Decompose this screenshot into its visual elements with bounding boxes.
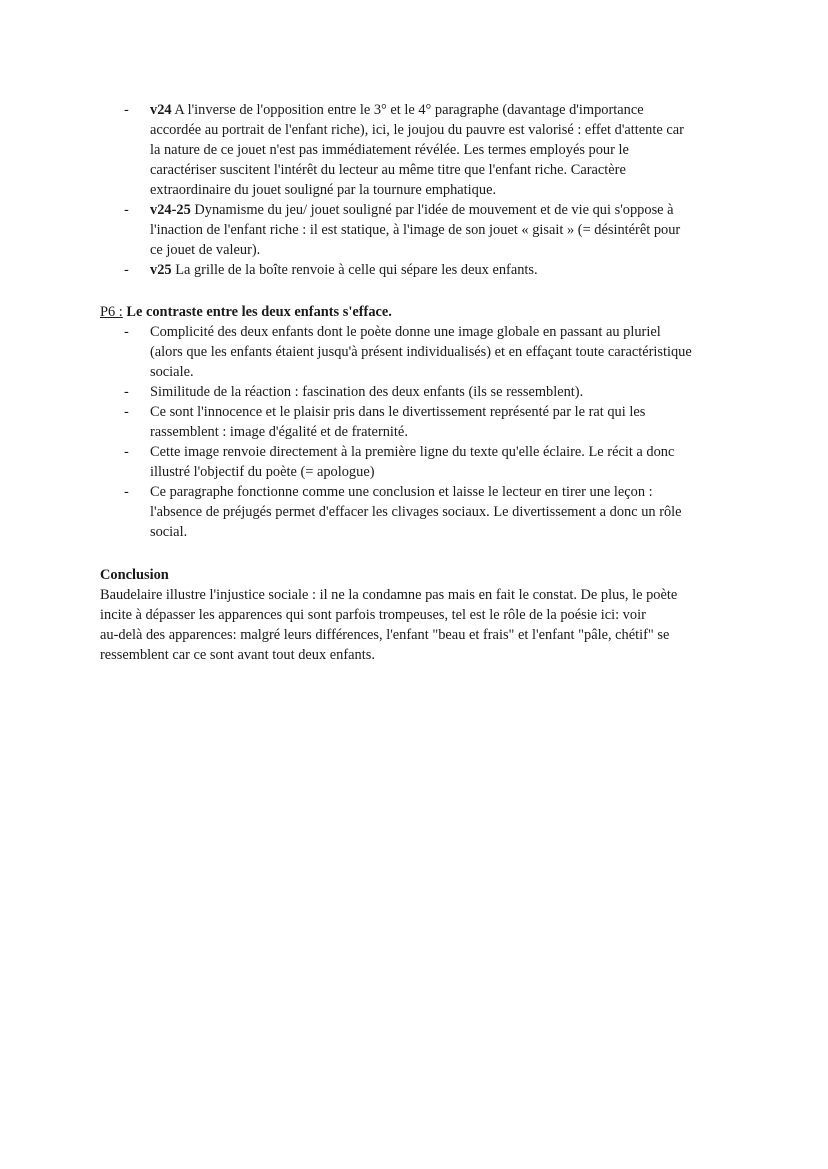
bullet-dash: - [124,384,129,400]
text-line: rassemblent : image d'égalité et de fraternité. [150,424,408,440]
text-line: accordée au portrait de l'enfant riche), ici, le joujou du pauvre est valorisé : effet d'attente car [150,122,684,138]
text-line: A l'inverse de l'opposition entre le 3° et le 4° paragraphe (davantage d'importance [171,102,644,118]
text-line: incite à dépasser les apparences qui sont parfois trompeuses, tel est le rôle de la poésie ici: voir [100,607,646,623]
list-item [0,322,730,382]
verse-tag: v25 [150,262,172,278]
list-item [0,260,730,280]
bullet-dash: - [124,102,129,118]
list-item [0,200,730,260]
text-line: l'absence de préjugés permet d'effacer les clivages sociaux. Le divertissement a donc un rôle [150,504,682,520]
text-line: l'inaction de l'enfant riche : il est statique, à l'image de son jouet « gisait » (= désintérêt pour [150,222,681,238]
list-item [0,402,730,442]
section-title: Le contraste entre les deux enfants s'efface. [122,304,392,320]
conclusion-title: Conclusion [100,567,169,583]
text-line: ressemblent car ce sont avant tout deux enfants. [100,647,375,663]
text-line: Complicité des deux enfants dont le poète donne une image globale en passant au pluriel [150,324,661,340]
verse-tag: v24 [150,102,172,118]
text-line: sociale. [150,364,194,380]
text-line: au-delà des apparences: malgré leurs différences, l'enfant "beau et frais" et l'enfant "pâle, chétif" se [100,627,670,643]
bullet-dash: - [124,404,129,420]
bullet-dash: - [124,324,129,340]
verse-tag: v24-25 [150,202,191,218]
p6-analysis-list [0,322,730,542]
text-line: social. [150,524,188,540]
text-line: Cette image renvoie directement à la première ligne du texte qu'elle éclaire. Le récit a donc [150,444,675,460]
bullet-dash: - [124,202,129,218]
text-line: Ce paragraphe fonctionne comme une conclusion et laisse le lecteur en tirer une leçon : [150,484,653,500]
paragraph-label: P6 : [100,304,123,320]
text-line: ce jouet de valeur). [150,242,261,258]
text-line: extraordinaire du jouet souligné par la tournure emphatique. [150,182,497,198]
text-line: Baudelaire illustre l'injustice sociale : il ne la condamne pas mais en fait le constat. De plus, le poète [100,587,678,603]
bullet-dash: - [124,484,129,500]
list-item [0,482,730,542]
conclusion-paragraph [100,585,730,665]
text-line: Dynamisme du jeu/ jouet souligné par l'idée de mouvement et de vie qui s'oppose à [190,202,674,218]
text-line: caractériser suscitent l'intérêt du lecteur au même titre que l'enfant riche. Caractère [150,162,626,178]
text-line: (alors que les enfants étaient jusqu'à présent individualisés) et en effaçant toute caractéristique [150,344,692,360]
bullet-dash: - [124,444,129,460]
text-line: Similitude de la réaction : fascination des deux enfants (ils se ressemblent). [150,384,584,400]
verse-analysis-list [0,100,730,280]
list-item [0,442,730,482]
text-line: la nature de ce jouet n'est pas immédiatement révélée. Les termes employés pour le [150,142,629,158]
list-item [0,100,730,200]
section-heading-p6 [100,302,392,322]
bullet-dash: - [124,262,129,278]
text-line: Ce sont l'innocence et le plaisir pris dans le divertissement représenté par le rat qui les [150,404,646,420]
list-item [0,382,730,402]
text-line: illustré l'objectif du poète (= apologue) [150,464,375,480]
text-line: La grille de la boîte renvoie à celle qui sépare les deux enfants. [171,262,538,278]
